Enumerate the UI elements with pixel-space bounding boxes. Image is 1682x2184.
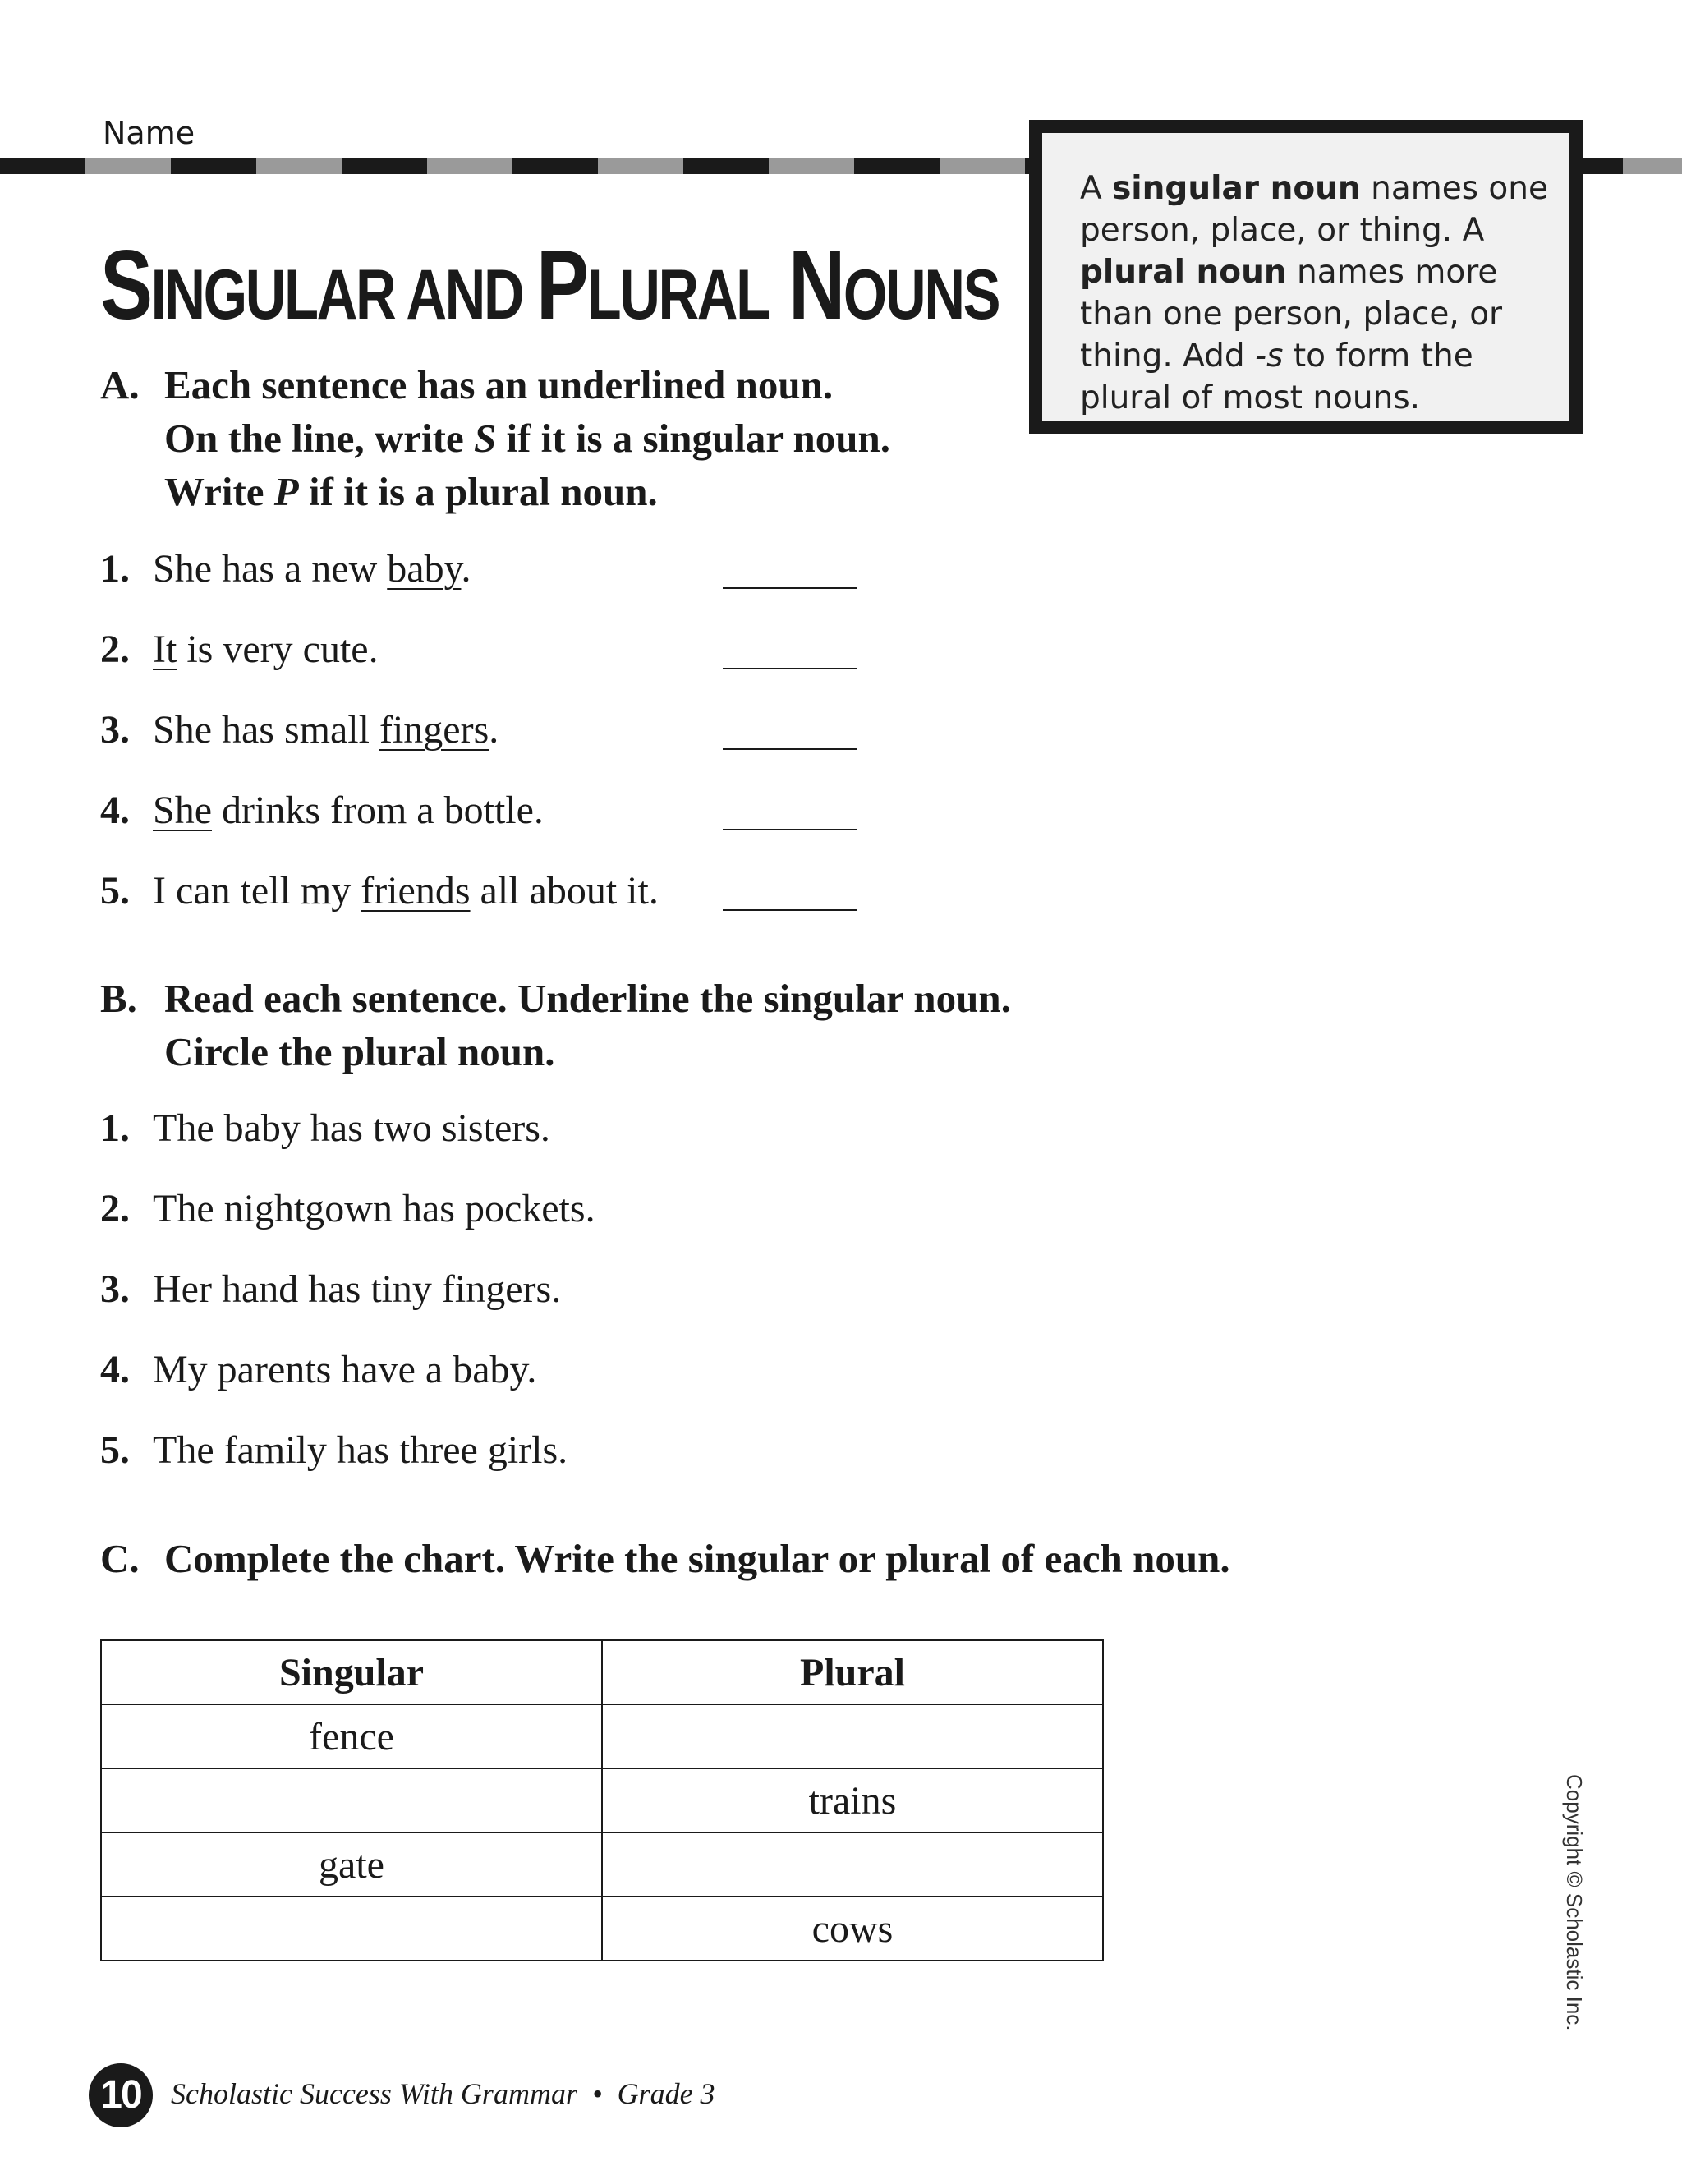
section-a-item — [100, 788, 880, 837]
item-number: 5. — [100, 869, 130, 913]
chart-row — [101, 1832, 1103, 1897]
section-a-item — [100, 868, 880, 917]
stripe-segment — [85, 158, 171, 174]
answer-line[interactable] — [723, 668, 857, 669]
chart-row — [101, 1704, 1103, 1768]
section-c-line1: Complete the chart. Write the singular or plural of each noun. — [164, 1536, 1230, 1581]
column-header-plural: Plural — [602, 1640, 1103, 1704]
answer-line[interactable] — [723, 748, 857, 750]
section-a-letter: A. — [100, 362, 140, 407]
section-b-item[interactable] — [100, 1347, 839, 1396]
underlined-noun: It — [153, 628, 177, 671]
stripe-segment — [171, 158, 256, 174]
definition-text: A singular noun names one person, place, or thing. A plural noun names more than one person, place, or thing. Add -s to form the plural of most nouns. — [1080, 170, 1548, 416]
section-b-line1: Read each sentence. Underline the singular noun. — [164, 976, 1011, 1021]
section-a-item — [100, 707, 880, 756]
section-a-line1: Each sentence has an underlined noun. — [164, 362, 834, 407]
section-a-item — [100, 546, 880, 595]
answer-line[interactable] — [723, 587, 857, 589]
chart-cell-plural[interactable]: trains — [602, 1768, 1103, 1832]
stripe-segment — [854, 158, 940, 174]
page-title: SINGULAR AND PLURAL NOUNS — [100, 230, 1000, 340]
item-sentence: She has small fingers. — [153, 708, 499, 752]
chart-cell-plural[interactable] — [602, 1832, 1103, 1897]
section-a-directions — [100, 358, 1004, 522]
section-b-item[interactable] — [100, 1106, 839, 1155]
underlined-noun: baby — [387, 547, 462, 591]
page-number-badge: 10 — [89, 2063, 153, 2127]
underlined-noun: She — [153, 789, 212, 832]
item-number: 3. — [100, 708, 130, 752]
stripe-segment — [512, 158, 598, 174]
chart-row — [101, 1897, 1103, 1961]
section-c-directions — [100, 1532, 1414, 1589]
section-c-letter: C. — [100, 1536, 140, 1581]
item-number: 4. — [100, 1348, 130, 1391]
item-sentence: She drinks from a bottle. — [153, 789, 544, 832]
chart-cell-singular[interactable]: fence — [101, 1704, 602, 1768]
item-number: 1. — [100, 1106, 130, 1150]
section-b-item[interactable] — [100, 1428, 839, 1477]
footer-bullet: • — [591, 2077, 603, 2110]
item-sentence[interactable]: The family has three girls. — [153, 1428, 568, 1472]
item-number: 1. — [100, 547, 130, 591]
chart-cell-singular[interactable] — [101, 1768, 602, 1832]
item-number: 2. — [100, 1187, 130, 1230]
stripe-segment — [342, 158, 427, 174]
section-b-line2: Circle the plural noun. — [164, 1029, 555, 1074]
stripe-segment — [0, 158, 85, 174]
book-title: Scholastic Success With Grammar — [171, 2077, 577, 2110]
chart-cell-plural[interactable] — [602, 1704, 1103, 1768]
item-number: 2. — [100, 628, 130, 671]
underlined-noun: friends — [361, 869, 471, 913]
section-b-item[interactable] — [100, 1186, 839, 1235]
item-number: 4. — [100, 789, 130, 832]
stripe-segment — [598, 158, 683, 174]
stripe-segment — [427, 158, 512, 174]
section-a-line2: On the line, write S if it is a singular noun. — [164, 416, 890, 461]
chart-cell-singular[interactable] — [101, 1897, 602, 1961]
section-a-item — [100, 627, 880, 676]
item-sentence[interactable]: The baby has two sisters. — [153, 1106, 550, 1150]
copyright-notice: Copyright © Scholastic Inc. — [1562, 1774, 1587, 2031]
chart-cell-plural[interactable]: cows — [602, 1897, 1103, 1961]
noun-chart — [100, 1639, 1104, 1961]
underlined-noun: fingers — [379, 708, 489, 752]
item-sentence[interactable]: The nightgown has pockets. — [153, 1187, 595, 1230]
item-sentence: I can tell my friends all about it. — [153, 869, 659, 913]
definition-box — [1029, 120, 1583, 434]
item-sentence[interactable]: Her hand has tiny fingers. — [153, 1267, 562, 1311]
grade-label: Grade 3 — [617, 2077, 715, 2110]
item-number: 5. — [100, 1428, 130, 1472]
stripe-segment — [683, 158, 769, 174]
section-a-line3: Write P if it is a plural noun. — [164, 469, 658, 514]
footer-text — [171, 2076, 715, 2111]
chart-header-row — [101, 1640, 1103, 1704]
name-label: Name — [103, 115, 195, 151]
answer-line[interactable] — [723, 829, 857, 830]
section-b-letter: B. — [100, 976, 137, 1021]
section-b-directions — [100, 972, 1168, 1078]
item-sentence: She has a new baby. — [153, 547, 471, 591]
chart-cell-singular[interactable]: gate — [101, 1832, 602, 1897]
item-sentence: It is very cute. — [153, 628, 379, 671]
item-sentence[interactable]: My parents have a baby. — [153, 1348, 537, 1391]
item-number: 3. — [100, 1267, 130, 1311]
section-b-item[interactable] — [100, 1267, 839, 1316]
chart-row — [101, 1768, 1103, 1832]
answer-line[interactable] — [723, 909, 857, 911]
stripe-segment — [940, 158, 1025, 174]
stripe-segment — [769, 158, 854, 174]
stripe-segment — [256, 158, 342, 174]
column-header-singular: Singular — [101, 1640, 602, 1704]
stripe-segment — [1623, 158, 1682, 174]
